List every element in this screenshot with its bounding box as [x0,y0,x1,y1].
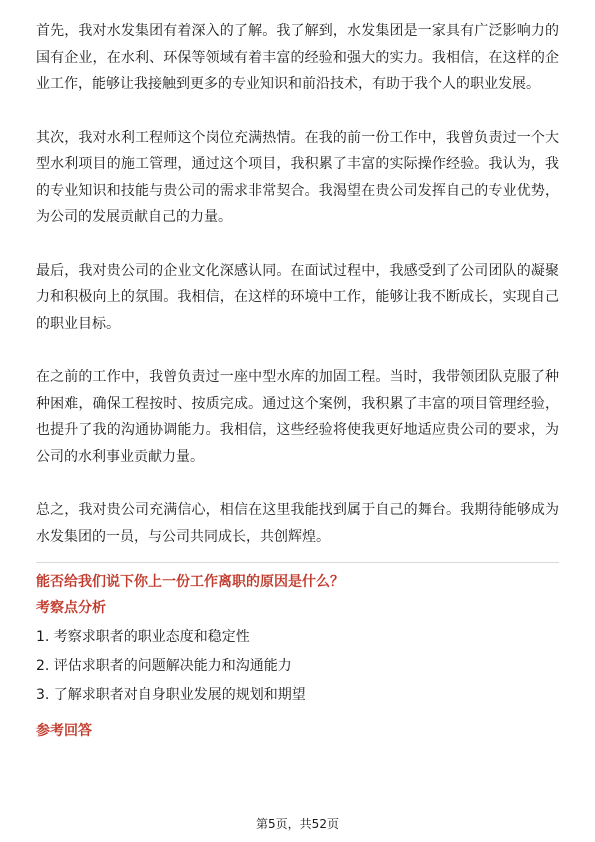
interview-question: 能否给我们说下你上一份工作离职的原因是什么？ [36,574,344,590]
analysis-points-list [36,623,559,710]
analysis-point: 1. 考察求职者的职业态度和稳定性 [36,629,250,645]
analysis-point: 3. 了解求职者对自身职业发展的规划和期望 [36,687,306,703]
reference-answer-heading: 参考回答 [36,723,92,739]
section-divider [36,562,559,563]
analysis-point: 2. 评估求职者的问题解决能力和沟通能力 [36,658,292,674]
document-page [36,18,559,744]
paragraph-understanding-company: 首先，我对水发集团有着深入的了解。我了解到，水发集团是一家具有广泛影响力的国有企业，在水利、环保等领域有着丰富的经验和强大的实力。我相信，在这样的企业工作，能够让我接触到更多的专业知识和前沿技术，有助于我个人的职业发展。 [36,23,559,92]
paragraph-previous-case: 在之前的工作中，我曾负责过一座中型水库的加固工程。当时，我带领团队克服了种种困难，确保工程按时、按质完成。通过这个案例，我积累了丰富的项目管理经验，也提升了我的沟通协调能力。我相信，这些经验将使我更好地适应贵公司的要求，为公司的水利事业贡献力量。 [36,369,559,465]
paragraph-conclusion: 总之，我对贵公司充满信心，相信在这里我能找到属于自己的舞台。我期待能够成为水发集团的一员，与公司共同成长，共创辉煌。 [36,502,559,545]
paragraph-passion-for-role: 其次，我对水利工程师这个岗位充满热情。在我的前一份工作中，我曾负责过一个大型水利项目的施工管理，通过这个项目，我积累了丰富的实际操作经验。我认为，我的专业知识和技能与贵公司的需求非常契合。我渴望在贵公司发挥自己的专业优势，为公司的发展贡献自己的力量。 [36,129,559,225]
paragraph-company-culture: 最后，我对贵公司的企业文化深感认同。在面试过程中，我感受到了公司团队的凝聚力和积极向上的氛围。我相信，在这样的环境中工作，能够让我不断成长，实现自己的职业目标。 [36,262,559,332]
analysis-heading: 考察点分析 [36,600,106,616]
page-number-footer: 第5页，共52页 [256,817,339,831]
